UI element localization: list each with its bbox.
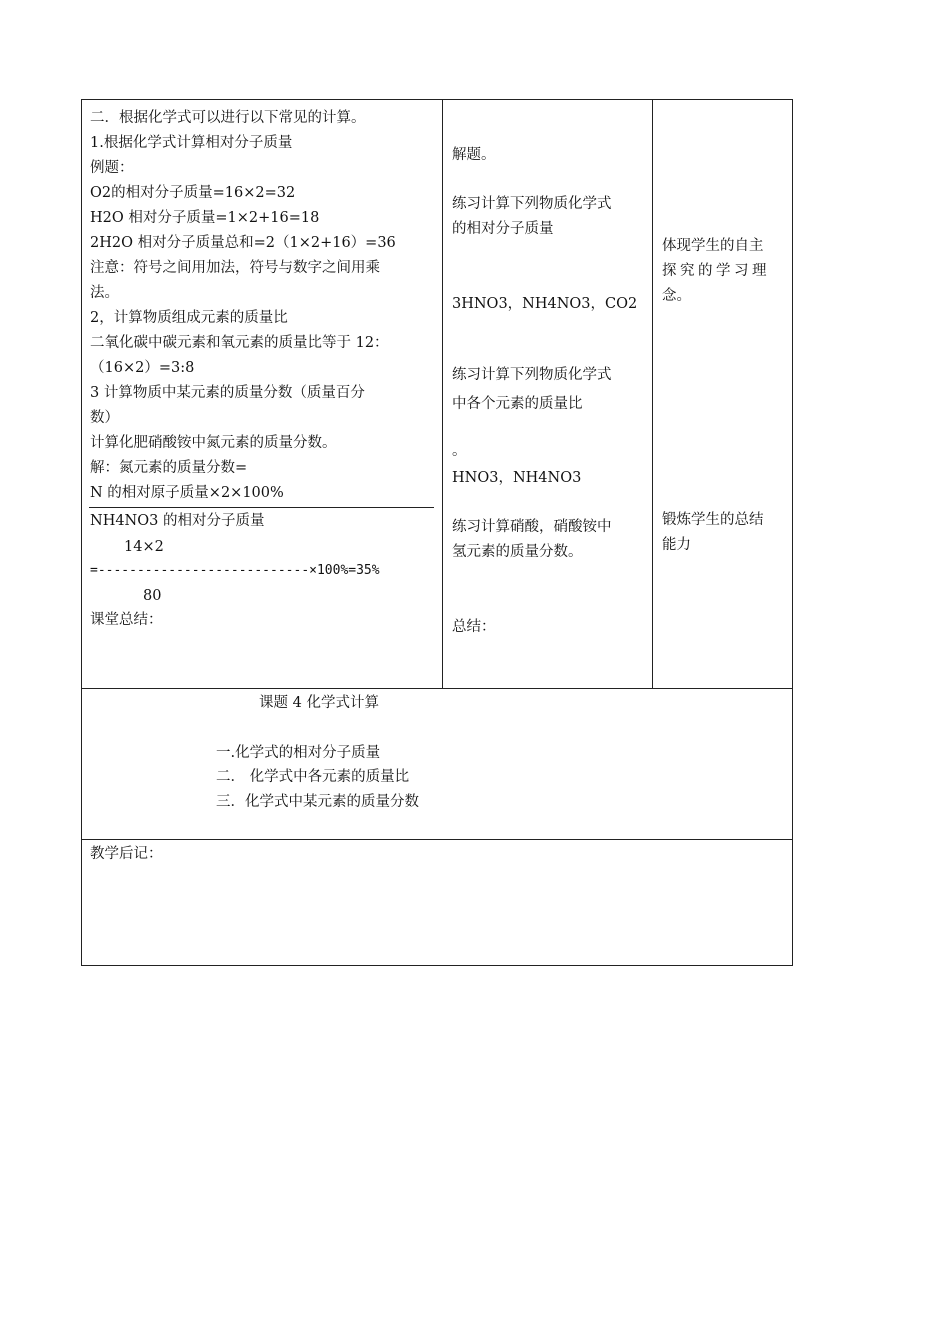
activity-line: 练习计算硝酸，硝酸铵中 bbox=[452, 519, 612, 535]
fraction-numerator: N 的相对原子质量×2×100% bbox=[90, 485, 284, 501]
section-heading: 二．根据化学式可以进行以下常见的计算。 bbox=[90, 110, 366, 126]
example-line: O2的相对分子质量=16×2=32 bbox=[90, 185, 296, 201]
activity-line: 3HNO3，NH4NO3，CO2 bbox=[452, 296, 638, 312]
example-line: 二氧化碳中碳元素和氧元素的质量比等于 12： bbox=[90, 335, 389, 351]
activity-line: HNO3，NH4NO3 bbox=[452, 470, 582, 486]
calculation-numerator: 14×2 bbox=[124, 539, 164, 555]
activity-line: 氢元素的质量分数。 bbox=[452, 544, 583, 560]
class-summary-label: 课堂总结： bbox=[90, 612, 163, 628]
subsection-heading: 数） bbox=[90, 410, 119, 426]
intent-line: 念。 bbox=[662, 288, 691, 304]
calculation-line: =---------------------------×100%=35% bbox=[90, 563, 380, 578]
activity-summary-label: 总结： bbox=[452, 619, 496, 635]
activity-line: 练习计算下列物质化学式 bbox=[452, 196, 612, 212]
intent-line: 探究的学习理 bbox=[662, 263, 770, 279]
subsection-heading: 1.根据化学式计算相对分子质量 bbox=[90, 135, 293, 151]
column-divider-2 bbox=[652, 99, 653, 689]
activity-line: 的相对分子质量 bbox=[452, 221, 554, 237]
board-item: 三．化学式中某元素的质量分数 bbox=[216, 794, 419, 810]
table-top-border bbox=[81, 99, 793, 100]
intent-line: 能力 bbox=[662, 537, 691, 553]
table-bottom-border bbox=[81, 965, 793, 966]
fraction-denominator: NH4NO3 的相对分子质量 bbox=[90, 513, 265, 529]
activity-line: 解题。 bbox=[452, 147, 496, 163]
table-right-border bbox=[792, 99, 793, 966]
intent-line: 锻炼学生的总结 bbox=[662, 512, 764, 528]
fraction-bar bbox=[89, 507, 434, 508]
note-line: 注意：符号之间用加法，符号与数字之间用乘 bbox=[90, 260, 380, 276]
row-divider-1 bbox=[81, 688, 793, 689]
board-title: 课题 4 化学式计算 bbox=[259, 695, 379, 711]
note-line: 法。 bbox=[90, 285, 119, 301]
activity-line: 中各个元素的质量比 bbox=[452, 396, 583, 412]
subsection-heading: 2，计算物质组成元素的质量比 bbox=[90, 310, 288, 326]
row-divider-2 bbox=[81, 839, 793, 840]
example-label: 例题： bbox=[90, 160, 134, 176]
board-item: 一.化学式的相对分子质量 bbox=[216, 745, 381, 761]
example-line: （16×2）=3:8 bbox=[90, 360, 195, 376]
calculation-denominator: 80 bbox=[143, 588, 162, 604]
postscript-label: 教学后记： bbox=[90, 846, 163, 862]
table-left-border bbox=[81, 99, 82, 966]
intent-line: 体现学生的自主 bbox=[662, 238, 764, 254]
board-item: 二． 化学式中各元素的质量比 bbox=[216, 769, 410, 785]
exercise-line: 计算化肥硝酸铵中氮元素的质量分数。 bbox=[90, 435, 337, 451]
activity-line: 练习计算下列物质化学式 bbox=[452, 367, 612, 383]
activity-line: 。 bbox=[452, 443, 467, 459]
solution-line: 解：氮元素的质量分数= bbox=[90, 460, 248, 476]
example-line: H2O 相对分子质量=1×2+16=18 bbox=[90, 210, 320, 226]
column-divider-1 bbox=[442, 99, 443, 689]
subsection-heading: 3 计算物质中某元素的质量分数（质量百分 bbox=[90, 385, 365, 401]
example-line: 2H2O 相对分子质量总和=2（1×2+16）=36 bbox=[90, 235, 396, 251]
